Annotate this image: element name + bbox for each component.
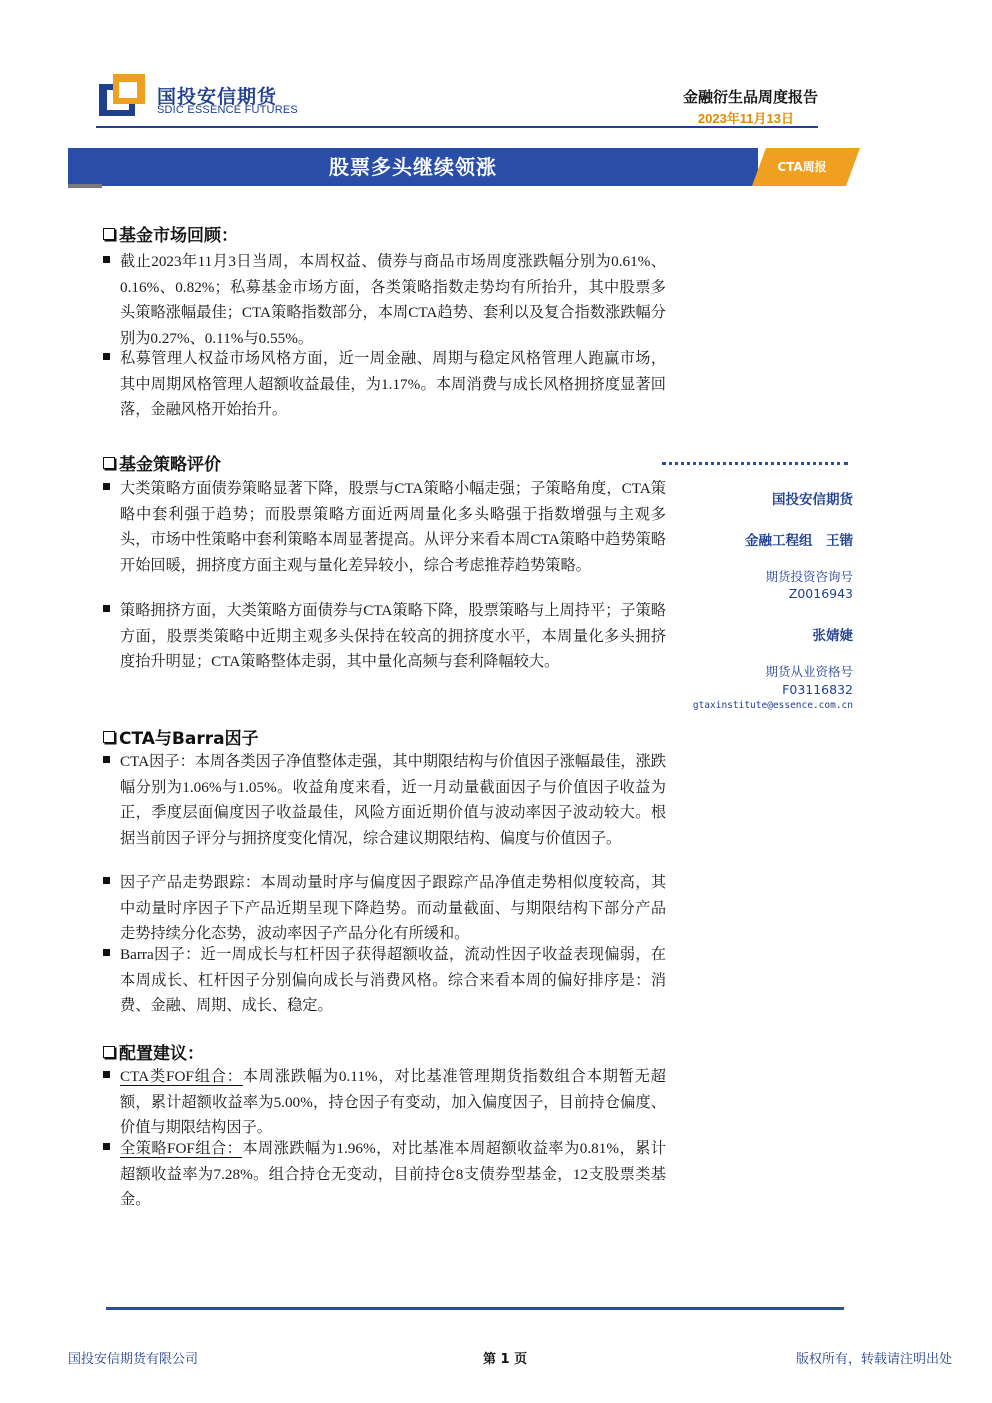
bullet-icon — [103, 877, 110, 884]
checkbox-icon — [103, 731, 115, 743]
section-heading-market-review: 基金市场回顾： — [103, 221, 238, 246]
footer-copyright: 版权所有，转载请注明出处 — [795, 1352, 952, 1367]
sidebar-divider — [662, 462, 848, 465]
report-type: 金融衍生品周度报告 — [682, 88, 818, 106]
company-name-cn: 国投安信期货 — [157, 86, 278, 108]
report-date: 2023年11月13日 — [697, 111, 794, 126]
header-divider — [96, 126, 818, 128]
list-item: CTA因子：本周各类因子净值整体走强，其中期限结构与价值因子涨幅最佳，涨跌幅分别为1.06%与1.05%。收益角度来看，近一月动量截面因子与价值因子收益为正，季度层面偏度因子收益最佳，风险方面近期价值与波动率因子波动较大。根据当前因子评分与拥挤度变化情况，综合建议期限结构、偏度与价值因子。 — [120, 749, 666, 851]
report-tag: CTA周报 — [777, 160, 827, 174]
bullet-icon — [103, 949, 110, 956]
sidebar-license-number: Z0016943 — [788, 586, 853, 601]
portfolio-label: CTA类FOF组合： — [120, 1068, 243, 1085]
sidebar-license-number: F03116832 — [782, 682, 853, 697]
list-item: Barra因子：近一周成长与杠杆因子获得超额收益，流动性因子收益表现偏弱，在本周成长、杠杆因子分别偏向成长与消费风格。综合来看本周的偏好排序是：消费、金融、周期、成长、稳定。 — [120, 942, 666, 1019]
sidebar-license-label: 期货从业资格号 — [765, 664, 853, 679]
company-name-en: SDIC ESSENCE FUTURES — [157, 104, 298, 116]
portfolio-label: 全策略FOF组合： — [120, 1140, 243, 1157]
bullet-icon — [103, 756, 110, 763]
report-title: 股票多头继续领涨 — [329, 155, 497, 179]
list-item: CTA类FOF组合：本周涨跌幅为0.11%，对比基准管理期货指数组合本期暂无超额，累计超额收益率为5.00%，持仓因子有变动，加入偏度因子，目前持仓偏度、价值与期限结构因子。 — [120, 1064, 666, 1141]
list-item: 因子产品走势跟踪：本周动量时序与偏度因子跟踪产品净值走势相似度较高，其中动量时序因子下产品近期呈现下降趋势。而动量截面、与期限结构下部分产品走势持续分化态势，波动率因子产品分化有所缓和。 — [120, 870, 666, 947]
company-logo-icon — [99, 74, 145, 116]
footer-company: 国投安信期货有限公司 — [68, 1352, 199, 1367]
section-heading-allocation: 配置建议： — [103, 1039, 204, 1064]
bullet-icon — [103, 605, 110, 612]
bullet-icon — [103, 1071, 110, 1078]
bullet-icon — [103, 353, 110, 360]
bullet-icon — [103, 483, 110, 490]
sidebar-license-label: 期货投资咨询号 — [765, 569, 853, 584]
list-item: 全策略FOF组合：本周涨跌幅为1.96%，对比基准本周超额收益率为0.81%，累计超额收益率为7.28%。组合持仓无变动，目前持仓8支债券型基金，12支股票类基金。 — [120, 1136, 666, 1213]
list-item: 截止2023年11月3日当周，本周权益、债券与商品市场周度涨跌幅分别为0.61%、0.16%、0.82%；私募基金市场方面，各类策略指数走势均有所抬升，其中股票多头策略涨幅最佳；CTA策略指数部分，本周CTA趋势、套利以及复合指数涨跌幅分别为0.27%、0.11%与0.55%。 — [120, 249, 666, 351]
checkbox-icon — [103, 1046, 115, 1058]
footer-divider — [106, 1307, 844, 1310]
sidebar-analyst: 张婧婕 — [812, 628, 853, 644]
bullet-icon — [103, 256, 110, 263]
sidebar-team: 金融工程组 王锴 — [745, 533, 853, 549]
sidebar-org: 国投安信期货 — [772, 492, 853, 508]
section-heading-strategy-evaluation: 基金策略评价 — [103, 450, 221, 475]
list-item: 私募管理人权益市场风格方面，近一周金融、周期与稳定风格管理人跑赢市场，其中周期风格管理人超额收益最佳，为1.17%。本周消费与成长风格拥挤度显著回落，金融风格开始抬升。 — [120, 346, 666, 423]
list-item: 策略拥挤方面，大类策略方面债券与CTA策略下降，股票策略与上周持平；子策略方面，股票类策略中近期主观多头保持在较高的拥挤度水平，本周量化多头拥挤度抬升明显；CTA策略整体走弱，其中量化高频与套利降幅较大。 — [120, 598, 666, 675]
section-heading-cta-barra: CTA与Barra因子 — [103, 724, 259, 749]
page-number: 第 1 页 — [483, 1352, 528, 1367]
checkbox-icon — [103, 228, 115, 240]
sidebar-email[interactable]: gtaxinstitute@essence.com.cn — [692, 700, 853, 711]
checkbox-icon — [103, 457, 115, 469]
list-item: 大类策略方面债券策略显著下降，股票与CTA策略小幅走强；子策略角度，CTA策略中套利强于趋势；而股票策略方面近两周量化多头略强于指数增强与主观多头，市场中性策略中套利策略本周显著提高。从评分来看本周CTA策略中趋势策略开始回暖，拥挤度方面主观与量化差异较小，综合考虑推荐趋势策略。 — [120, 476, 666, 578]
bullet-icon — [103, 1143, 110, 1150]
